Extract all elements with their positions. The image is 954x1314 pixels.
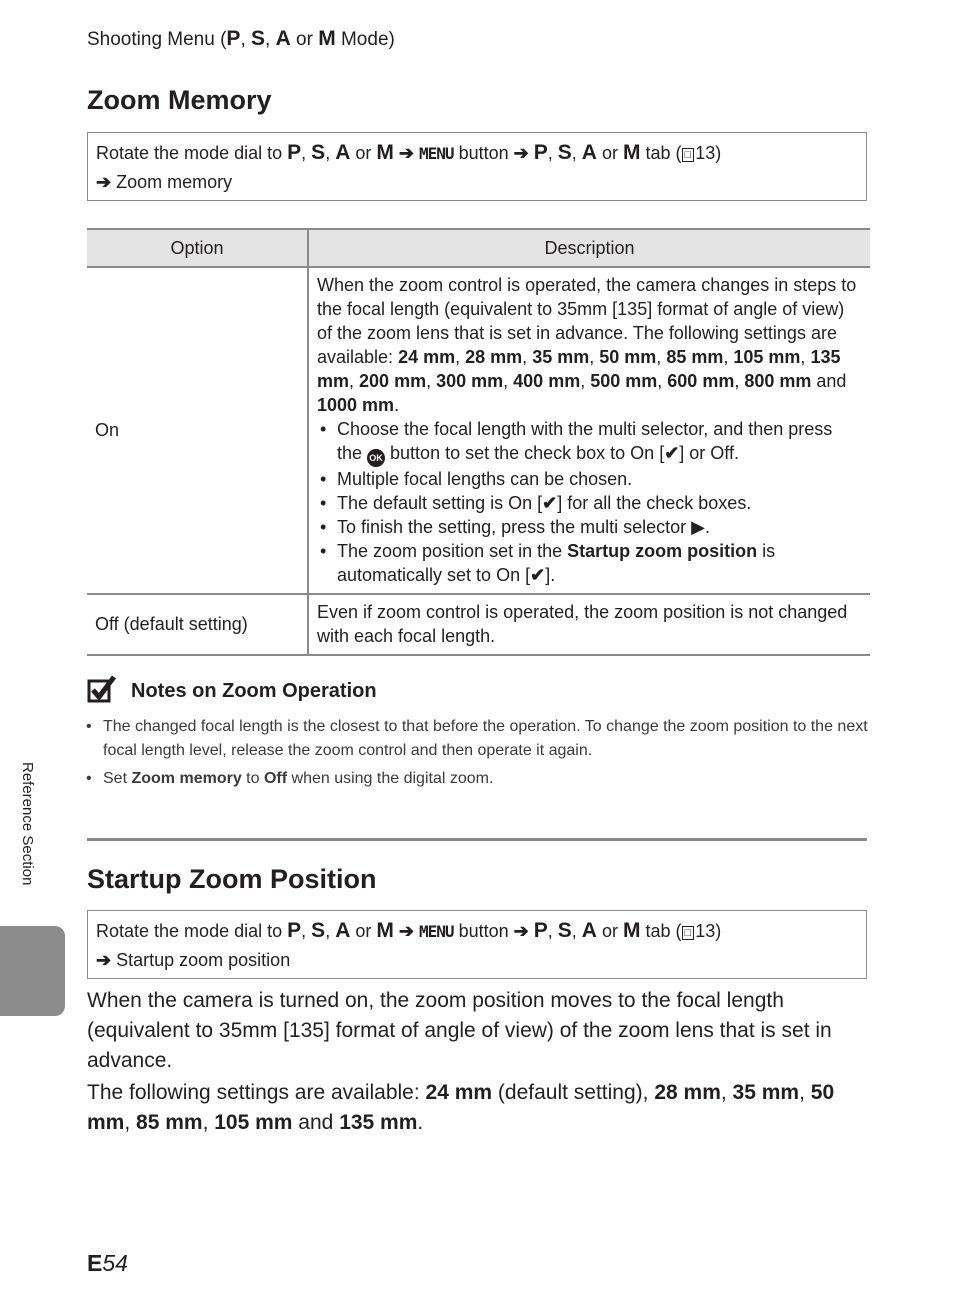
page-number: E54: [87, 1250, 128, 1276]
checkmark-note-icon: [87, 675, 117, 705]
list-item: • Multiple focal lengths can be chosen.: [337, 467, 862, 491]
notes-list: [87, 715, 872, 795]
section-divider: [87, 838, 867, 841]
startup-zoom-nav-box: Rotate the mode dial to P, S, A or M ➔ MENU button ➔ P, S, A or M tab ( □ 13) ➔ Startup zoom position: [87, 910, 867, 979]
zoom-memory-options-table: [87, 228, 870, 656]
notes-title: Notes on Zoom Operation: [131, 680, 377, 702]
page-ref-icon: □: [682, 926, 695, 940]
startup-zoom-description: When the camera is turned on, the zoom position moves to the focal length (equivalent to 35mm [135] format of angle of view) of the zoom lens that is set in advance.: [87, 989, 832, 1072]
page-ref-icon: □: [682, 148, 695, 162]
side-section-tab: [0, 926, 65, 1016]
table-header-row: [87, 229, 870, 267]
checkmark-icon: ✔: [664, 443, 680, 463]
list-item: • The default setting is On [✔] for all the check boxes.: [337, 491, 862, 515]
menu-button-icon: MENU: [419, 922, 454, 941]
list-item: • To finish the setting, press the multi selector ▶.: [337, 515, 862, 539]
column-header-option: Option: [87, 229, 308, 267]
list-item: • The changed focal length is the closest to that before the operation. To change the zoom position to the next focal length level, release the zoom control and then operate it again.: [103, 715, 872, 763]
right-arrow-icon: ▶: [691, 517, 706, 537]
startup-zoom-heading: Startup Zoom Position: [87, 864, 377, 894]
option-cell-on: On: [87, 267, 308, 594]
menu-button-icon: MENU: [419, 144, 454, 163]
checkmark-icon: ✔: [542, 493, 558, 513]
ok-button-icon: OK: [367, 449, 385, 467]
side-section-label: Reference Section: [19, 762, 36, 886]
list-item: • The zoom position set in the Startup zoom position is automatically set to On [✔].: [337, 539, 862, 587]
description-cell-on: When the zoom control is operated, the camera changes in steps to the focal length (equivalent to 35mm [135] format of angle of view) of the zoom lens that is set in advance. The following settings are available: 24 mm, 28 mm, 35 mm, 50 mm, 85 mm, 105 mm, 135 mm, 200 mm, 300 mm, 400 mm, 500 mm, 600 mm, 800 mm and 1000 mm. • Choose the focal length with the multi selector, and then press the OK button to set the check box to On [✔] or Off. • Multiple focal lengths can be chosen. • The default setting is On [✔] for all the check boxes. • To finish the setting, press the multi selector ▶. • The zoom position set in the Startup zoom position is automatically set to On [✔].: [308, 267, 870, 594]
startup-zoom-settings: The following settings are available: 24 mm (default setting), 28 mm, 35 mm, 50 mm, 85 mm, 105 mm and 135 mm.: [87, 1081, 835, 1134]
table-row: [87, 594, 870, 655]
reference-e-icon: E: [87, 1250, 103, 1276]
list-item: • Choose the focal length with the multi selector, and then press the OK button to set the check box to On [✔] or Off.: [337, 417, 862, 467]
zoom-memory-heading: Zoom Memory: [87, 85, 272, 115]
checkmark-icon: ✔: [530, 565, 546, 585]
table-row: [87, 267, 870, 594]
description-cell-off: Even if zoom control is operated, the zoom position is not changed with each focal length.: [308, 594, 870, 655]
running-header: Shooting Menu (P, S, A or M Mode): [87, 27, 395, 50]
list-item: • Set Zoom memory to Off when using the digital zoom.: [103, 767, 872, 791]
column-header-description: Description: [308, 229, 870, 267]
option-cell-off: Off (default setting): [87, 594, 308, 655]
on-option-bullets: [317, 417, 862, 587]
zoom-memory-nav-box: Rotate the mode dial to P, S, A or M ➔ MENU button ➔ P, S, A or M tab ( □ 13) ➔ Zoom memory: [87, 132, 867, 201]
